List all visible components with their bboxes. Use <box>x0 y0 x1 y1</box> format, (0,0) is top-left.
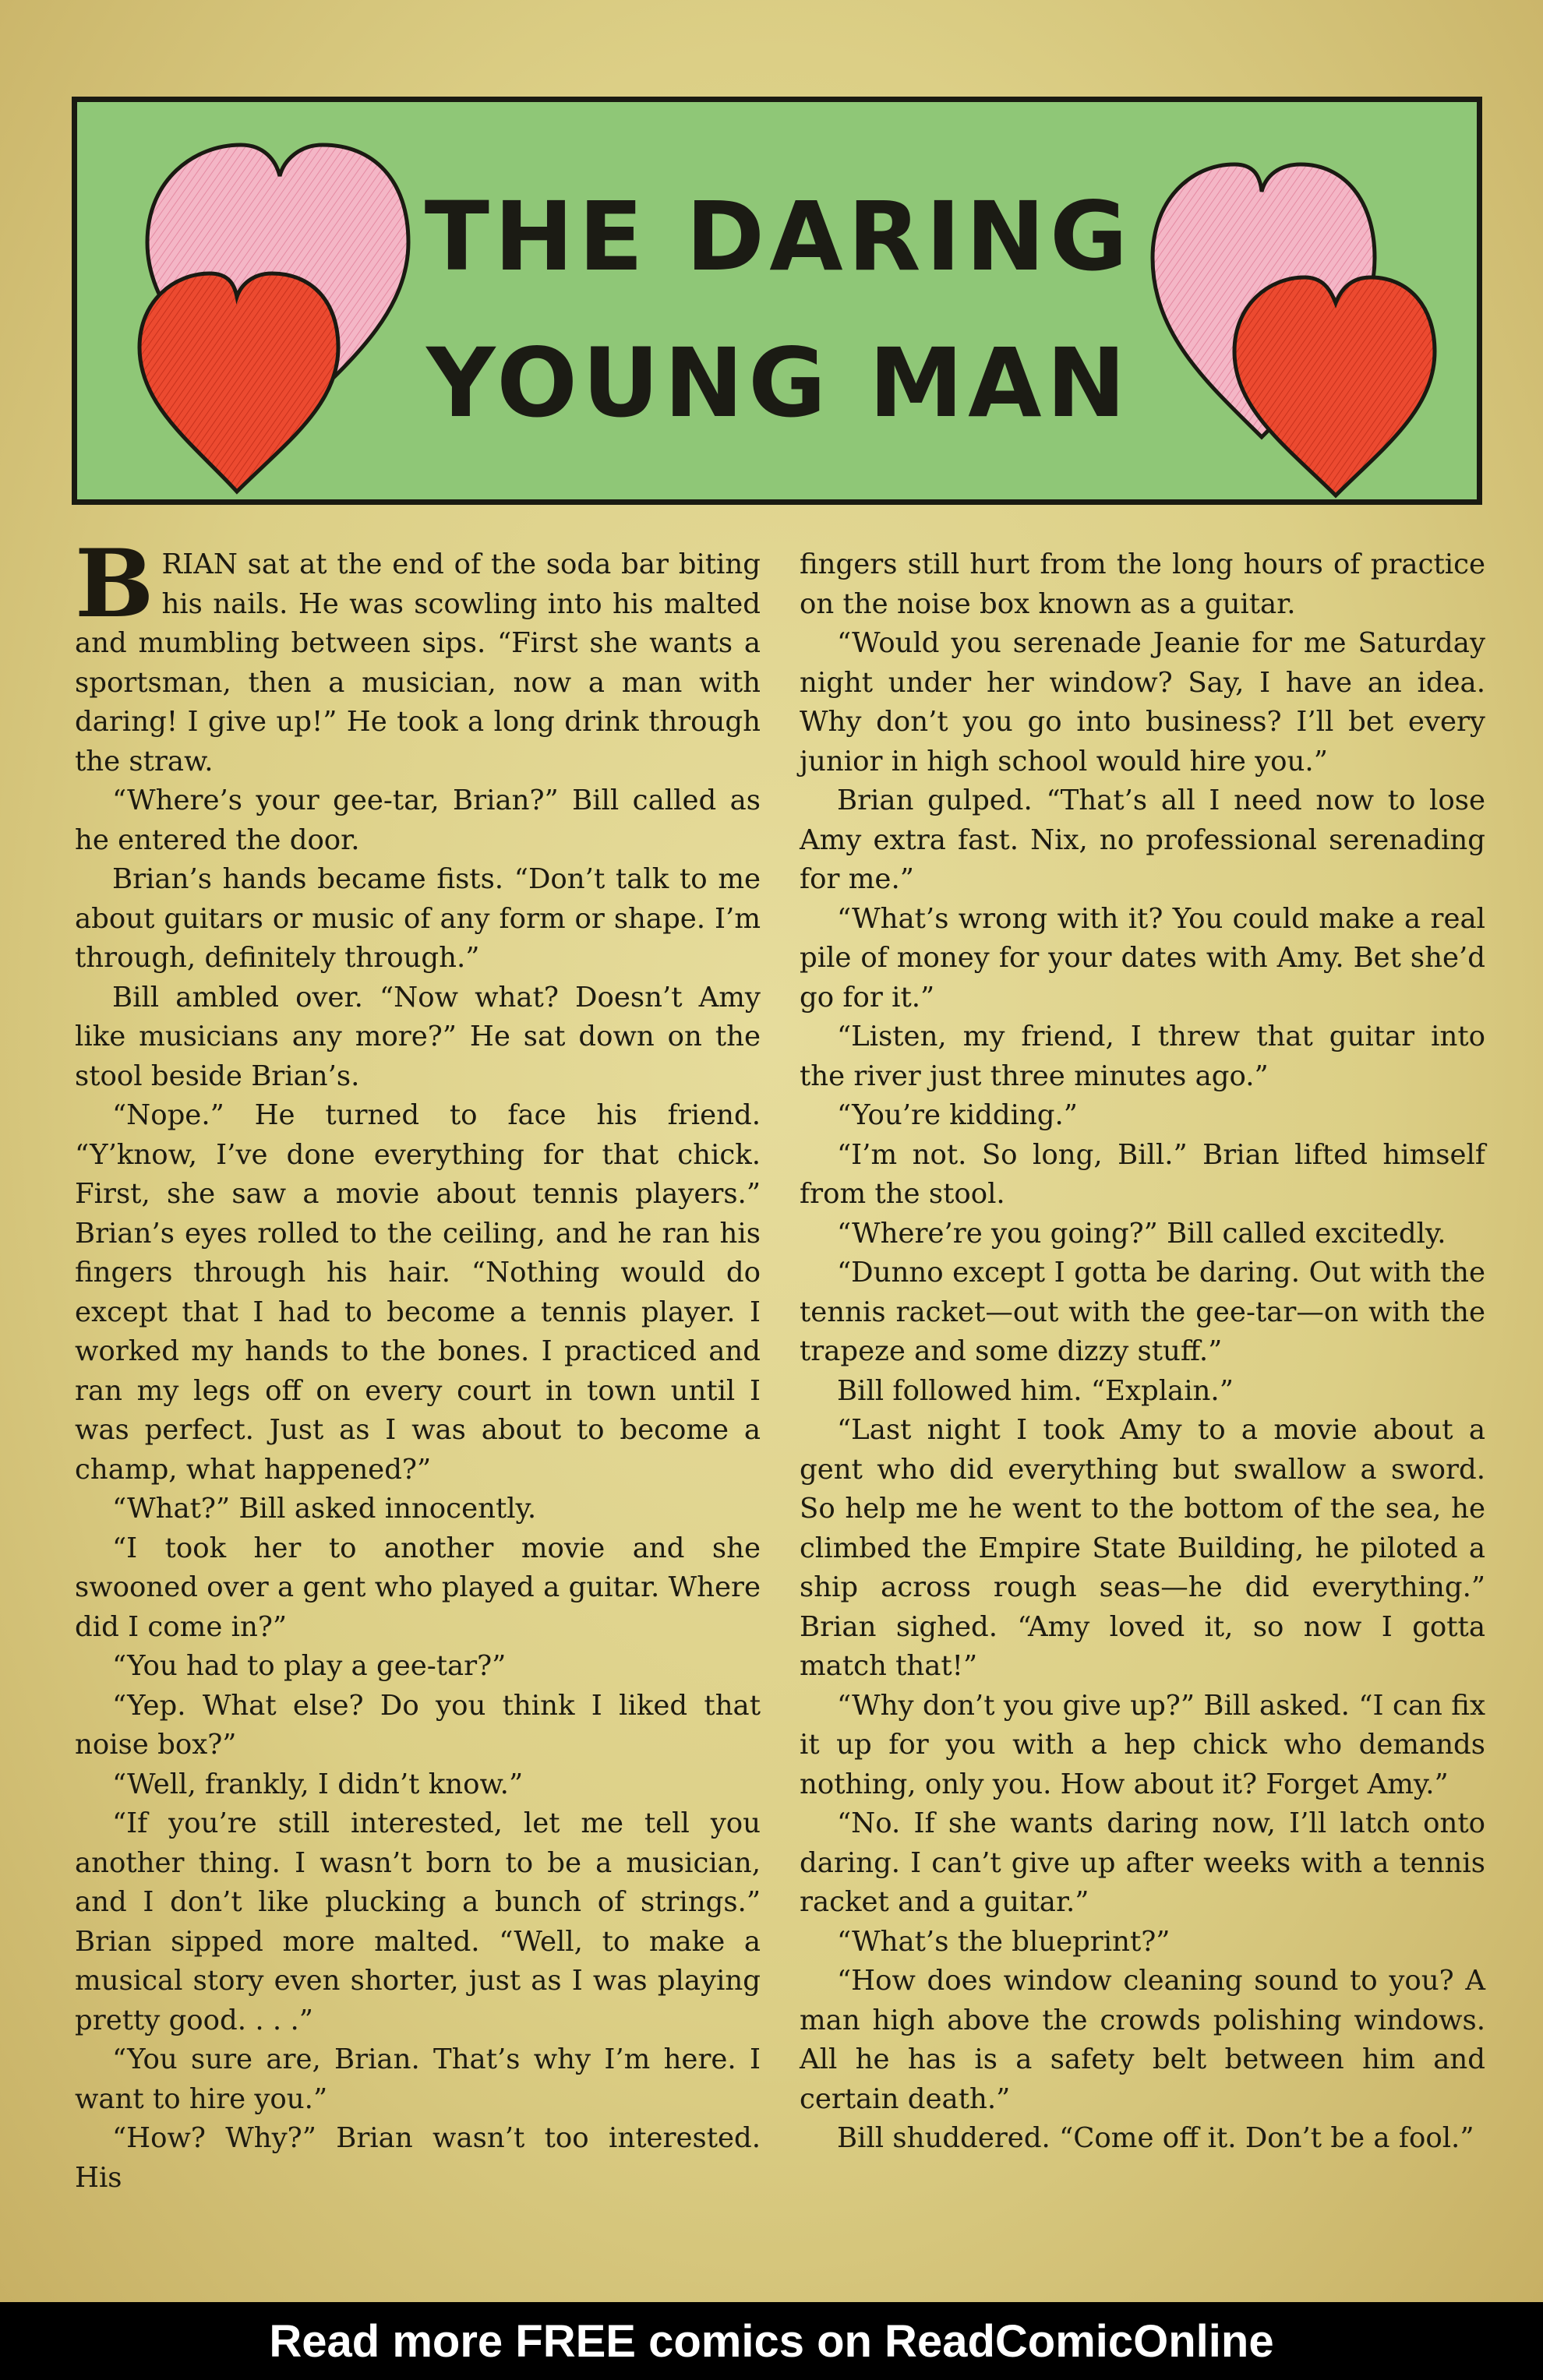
story-paragraph: “You’re kidding.” <box>837 1099 1078 1131</box>
footer-banner[interactable] <box>0 2302 1543 2380</box>
red-heart <box>139 273 338 492</box>
title-line-2: YOUNG MAN <box>426 328 1131 439</box>
drop-cap: B <box>75 529 154 639</box>
story-paragraph: fingers still hurt from the long hours of practice on the noise box known as a guitar. <box>800 548 1485 620</box>
story-paragraph: “If you’re still interested, let me tell you another thing. I wasn’t born to be a musician, and I don’t like plucking a bunch of strings.” Brian sipped more malted. “Well, to make a musical story even shorter, just as I was playing pretty good. . . .” <box>75 1807 761 2036</box>
story-paragraph: Bill shuddered. “Come off it. Don’t be a fool.” <box>837 2122 1474 2154</box>
story-paragraph <box>75 529 761 781</box>
story-paragraph: “Where’re you going?” Bill called excitedly. <box>837 1217 1446 1250</box>
story-paragraph: “How does window cleaning sound to you? A man high above the crowds polishing windows. All he has is a safety belt between him and certain death.” <box>800 1965 1485 2115</box>
story-paragraph: “Last night I took Amy to a movie about a gent who did everything but swallow a sword. So help me he went to the bottom of the sea, he climbed the Empire State Building, he piloted a ship across rough seas—he did everything.” Brian sighed. “Amy loved it, so now I gotta match that!” <box>800 1414 1485 1682</box>
story-column-right <box>800 545 1485 2159</box>
story-paragraph: Bill ambled over. “Now what? Doesn’t Amy like musicians any more?” He sat down on the stool beside Brian’s. <box>75 981 761 1092</box>
story-paragraph: Brian’s hands became fists. “Don’t talk to me about guitars or music of any form or shape. I’m through, definitely through.” <box>75 863 761 974</box>
first-word: RIAN <box>161 548 238 580</box>
story-paragraph: “Nope.” He turned to face his friend. “Y’know, I’ve done everything for that chick. First, she saw a movie about tennis players.” Brian’s eyes rolled to the ceiling, and he ran his fingers through his hair. “Nothing would do except that I had to become a tennis player. I worked my hands to the bones. I practiced and ran my legs off on every court in town until I was perfect. Just as I was about to become a champ, what happened?” <box>75 1099 761 1486</box>
story-text: sat at the end of the soda bar biting his nails. He was scowling into his malted and mumbling between sips. “First she wants a sportsman, then a musician, now a man with daring! I give up!” He took a long drink through the straw. <box>75 548 761 777</box>
story-paragraph: “What?” Bill asked innocently. <box>112 1493 537 1525</box>
story-column-left <box>75 529 761 2198</box>
story-paragraph: “Yep. What else? Do you think I liked that noise box?” <box>75 1689 761 1761</box>
story-paragraph: “You sure are, Brian. That’s why I’m here. I want to hire you.” <box>75 2043 761 2115</box>
story-paragraph: “What’s wrong with it? You could make a real pile of money for your dates with Amy. Bet she’d go for it.” <box>800 902 1485 1014</box>
story-paragraph: Bill followed him. “Explain.” <box>837 1374 1234 1407</box>
title-line-1: THE DARING <box>424 182 1133 292</box>
story-paragraph: “Well, frankly, I didn’t know.” <box>112 1768 524 1800</box>
hearts-left-icon <box>132 102 428 499</box>
story-paragraph: “Why don’t you give up?” Bill asked. “I can fix it up for you with a hep chick who demands nothing, only you. How about it? Forget Amy.” <box>800 1689 1485 1800</box>
story-paragraph: “I took her to another movie and she swooned over a gent who played a guitar. Where did I come in?” <box>75 1532 761 1643</box>
story-paragraph: “Dunno except I gotta be daring. Out with the tennis racket—out with the gee-tar—on with the trapeze and some dizzy stuff.” <box>800 1257 1485 1367</box>
story-paragraph: “No. If she wants daring now, I’ll latch onto daring. I can’t give up after weeks with a tennis racket and a guitar.” <box>800 1807 1485 1918</box>
story-paragraph: “I’m not. So long, Bill.” Brian lifted himself from the stool. <box>800 1138 1485 1210</box>
story-paragraph: “You had to play a gee-tar?” <box>112 1650 507 1682</box>
story-paragraph: “Listen, my friend, I threw that guitar into the river just three minutes ago.” <box>800 1021 1485 1092</box>
title-panel <box>72 97 1482 505</box>
story-paragraph: Brian gulped. “That’s all I need now to lose Amy extra fast. Nix, no professional serenading for me.” <box>800 785 1485 895</box>
story-paragraph: “What’s the blueprint?” <box>837 1925 1170 1958</box>
hearts-right-icon <box>1145 102 1441 499</box>
story-paragraph: “How? Why?” Brian wasn’t too interested. His <box>75 2122 761 2194</box>
story-paragraph: “Where’s your gee-tar, Brian?” Bill called as he entered the door. <box>75 785 761 856</box>
red-heart <box>1234 277 1435 495</box>
footer-link[interactable]: Read more FREE comics on ReadComicOnline <box>269 2315 1274 2367</box>
story-paragraph: “Would you serenade Jeanie for me Saturday night under her window? Say, I have an idea. Why don’t you go into business? I’ll bet every junior in high school would hire you.” <box>800 627 1485 777</box>
